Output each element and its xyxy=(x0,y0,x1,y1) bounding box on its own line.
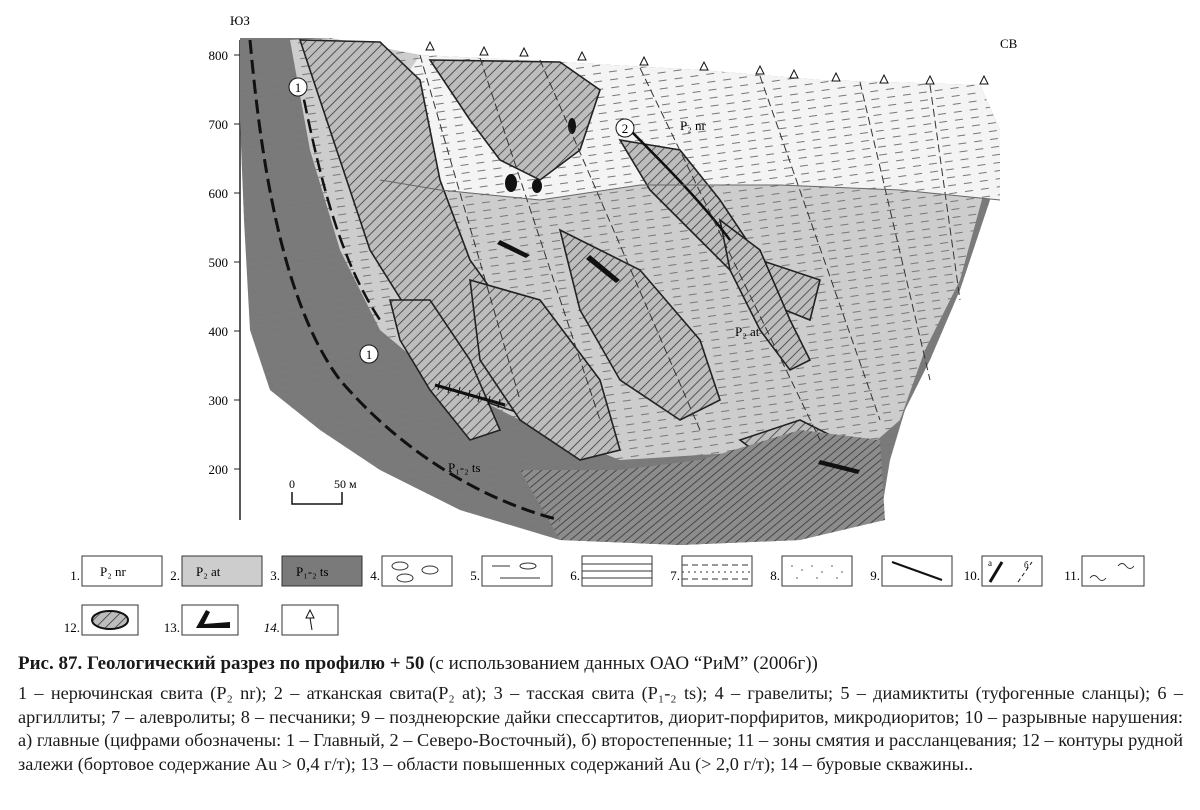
direction-sw-label: ЮЗ xyxy=(230,13,250,28)
legend-row-1 xyxy=(70,556,1144,586)
direction-ne-label: СВ xyxy=(1000,36,1018,51)
svg-text:P₁-₂ ts: P₁-₂ ts xyxy=(296,564,329,579)
legend-swatch-high-grade xyxy=(182,605,238,635)
legend-swatch-p2at xyxy=(182,556,262,586)
legend-swatch-diamictite xyxy=(482,556,552,586)
unit-label-p12ts: P₁-₂ ts xyxy=(448,460,481,475)
fault-label-1-top: 1 xyxy=(294,80,302,95)
elevation-tick-300: 300 xyxy=(208,393,228,408)
svg-text:5.: 5. xyxy=(470,568,480,583)
elevation-tick-600: 600 xyxy=(208,186,228,201)
legend-swatch-gravelite xyxy=(382,556,452,586)
legend-swatch-aleurolite xyxy=(682,556,752,586)
elevation-tick-500: 500 xyxy=(208,255,228,270)
svg-text:а: а xyxy=(988,558,992,568)
elevation-tick-200: 200 xyxy=(208,462,228,477)
elevation-tick-800: 800 xyxy=(208,48,228,63)
svg-text:12.: 12. xyxy=(63,620,80,635)
svg-text:13.: 13. xyxy=(163,620,180,635)
svg-text:14.: 14. xyxy=(263,620,280,635)
svg-text:6.: 6. xyxy=(570,568,580,583)
fault-label-1-bottom: 1 xyxy=(365,347,373,362)
scale-label: 50 м xyxy=(334,477,357,491)
svg-text:7.: 7. xyxy=(670,568,680,583)
unit-label-p2at: P₂ at xyxy=(735,324,760,339)
svg-text:б: б xyxy=(1024,560,1029,570)
svg-text:3.: 3. xyxy=(270,568,280,583)
elevation-tick-400: 400 xyxy=(208,324,228,339)
scale-zero: 0 xyxy=(289,477,295,491)
figure-caption xyxy=(18,652,1183,676)
svg-text:P₂ nr: P₂ nr xyxy=(100,564,126,579)
elevation-tick-700: 700 xyxy=(208,117,228,132)
section-body xyxy=(240,38,1000,545)
svg-text:8.: 8. xyxy=(770,568,780,583)
caption-source: (с использованием данных ОАО “РиМ” (2006г)) xyxy=(424,653,818,674)
legend-swatch-shear-zone xyxy=(1082,556,1144,586)
legend-description: 1 – нерючинская свита (P₂ nr); 2 – атканская свита(P₂ at); 3 – тасская свита (P₁-₂ ts); 4 – гравелиты; 5 – диамиктиты (туфогенные сланцы); 6 – аргиллиты; 7 – алевролиты; 8 – песчаники; 9 – позднеюрские дайки спессартитов, диорит-порфиритов, микродиоритов; 10 – разрывные нарушения: а) главные (цифрами обозначены: 1 – Главный, 2 – Северо-Восточный), б) второстепенные; 11 – зоны смятия и рассланцевания; 12 – контуры рудной залежи (бортовое содержание Au > 0,4 г/т); 13 – области повышенных содержаний Au (> 2,0 г/т); 14 – буровые скважины.. xyxy=(18,683,1183,774)
svg-text:P₂ at: P₂ at xyxy=(196,564,221,579)
svg-text:4.: 4. xyxy=(370,568,380,583)
legend-swatch-sandstone xyxy=(782,556,852,586)
svg-text:9.: 9. xyxy=(870,568,880,583)
svg-text:11.: 11. xyxy=(1064,568,1080,583)
svg-text:10.: 10. xyxy=(963,568,980,583)
svg-text:2.: 2. xyxy=(170,568,180,583)
caption-title: Рис. 87. Геологический разрез по профилю + 50 xyxy=(18,653,425,674)
unit-label-p2nr: P₂ nr xyxy=(680,118,706,133)
scale-bar xyxy=(289,477,357,504)
svg-text:1.: 1. xyxy=(70,568,80,583)
fault-label-2: 2 xyxy=(621,121,629,136)
legend-row-2 xyxy=(64,605,338,635)
